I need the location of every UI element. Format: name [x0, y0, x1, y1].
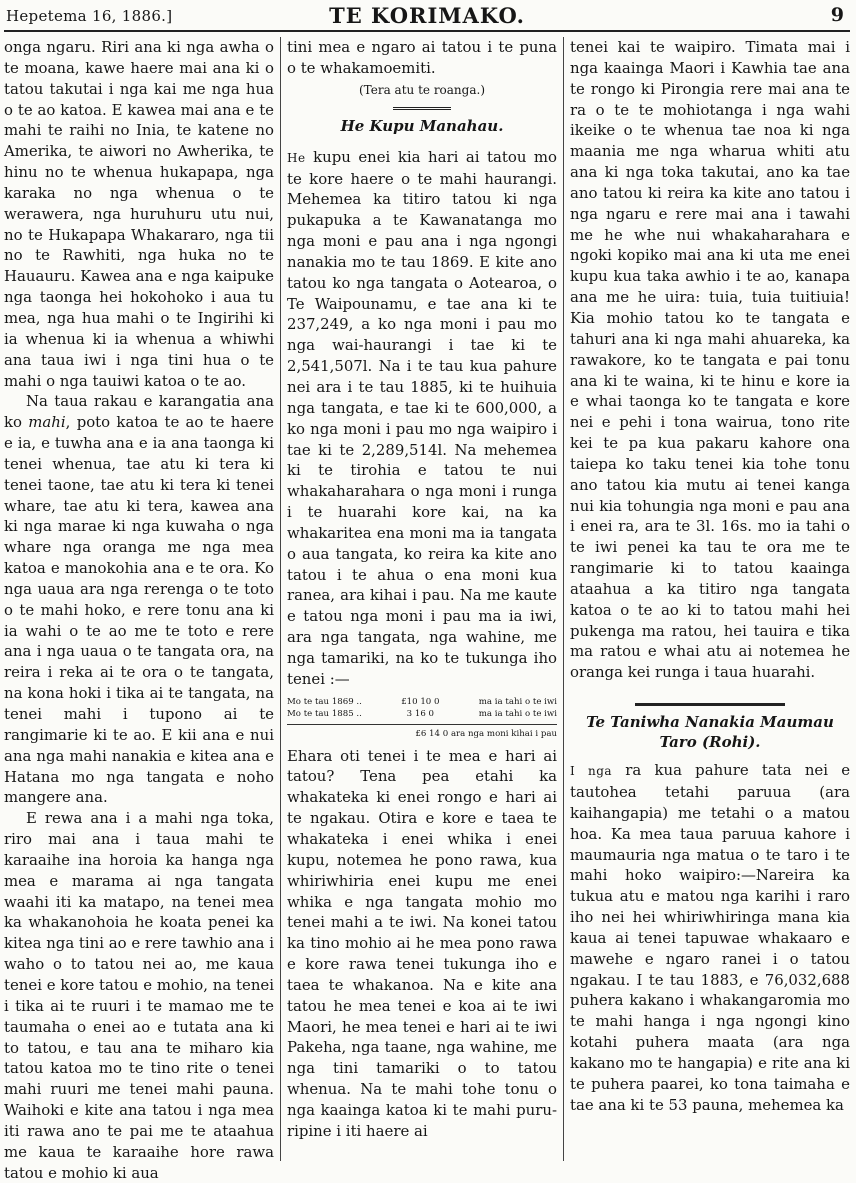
col2-paragraph-2: Ehara oti tenei i te mea e hari ai tatou? Tena pea etahi ka whakateka ki enei rongo e hari ai te ngakau. Otira e kore e taea te whakateka i enei whika i enei kupu, notemea he pono rawa, kua whiriwhiria enei kupu me enei whika e nga tangata mohio mo tenei mahi a te iwi. Na konei tatou ka tino mohio ai he mea pono rawa e kore rawa tenei tukunga iho e taea te whakanoa. Na e kite ana tatou he mea tenei e koa ai te iwi Maori, he mea tenei e hari ai te iwi Pakeha, nga taane, nga wahine, me nga tini tamariki o to tatou whenua. Na te mahi tohe tonu o nga kaainga katoa ki te mahi puru-ripine i iti haere ai	[287, 746, 557, 1140]
table-row-desc: ma ia tahi o te iwi	[478, 696, 557, 707]
column-2	[280, 37, 563, 1161]
table-row	[287, 708, 557, 720]
table-total-value: £6 14 0	[415, 728, 449, 739]
header-rule	[4, 30, 850, 32]
col2-continuation: tini mea e ngaro ai tatou i te puna o te whakamoemiti.	[287, 38, 557, 77]
column-1	[4, 37, 280, 1182]
col3-p2-smallcaps: I nga	[570, 764, 613, 779]
col2-paragraph-1	[287, 147, 557, 690]
page-header	[6, 2, 848, 28]
col2-p1-smallcaps: He	[287, 150, 306, 165]
text-columns	[4, 37, 851, 1182]
col1-p2-start: Na taua rakau e karangatia ana ko	[4, 392, 274, 432]
col1-paragraph-3: E rewa ana i a mahi nga toka, riro mai ana i taua mahi te karaaihe ina horoia ka hanga nga mea e marama ai nga tangata waahi iti ka matapo, na tenei mea ka whakanohoia he koata penei ka kitea nga tini ao e rere tawhio ana i waho o to tatou nei ao, me kaua tenei e kore tatou e mohio, na tenei i tika ai te ruuri i te mamao me te taumaha o enei ao e tutata ana ki to tatou, e tau ana te miharo kia tatou katoa mo te tino rite o tenei mahi ruuri me tenei mahi pauna. Waihoki e kite ana tatou i nga mea iti rawa ano te pai me te ataahua me kaua te karaaihe hore rawa tatou e mohio ki aua	[4, 809, 274, 1182]
table-total-desc: ara nga moni kihai i pau	[450, 728, 557, 739]
table-row-value: 3 16 0	[406, 708, 434, 719]
table-row-desc: ma ia tahi o te iwi	[478, 708, 557, 719]
page-number: 9	[830, 4, 844, 26]
table-row	[287, 696, 557, 708]
col3-p2-text: ra kua pahure tata nei e tautohea tetahi paruua (ara kaihangapia) me tetahi o a matou hoa. Ka mea taua paruua kahore i maumauria nga matua o te taro i te mahi hoko waipiro:—Nareira ka tukua atu e matou nga karihi i raro iho nei hei whiriwhiringa mana kia kaua ai tenei tapuwae whakaaro e mawehe e ngaro ranei i o tatou ngakau. I te tau 1883, e 76,032,688 puhera kakano i whakangaromia mo te mahi hanga i nga ngongi kino kotahi puhera maata (ara nga kakano mo te hangapia) e rite ana ki te puhera paarei, ko tona taimaha e tae ana ki te 53 pauna, mehemea ka	[570, 761, 851, 1114]
newspaper-title: TE KORIMAKO.	[329, 3, 525, 28]
continued-note: (Tera atu te roanga.)	[359, 82, 485, 97]
col2-p1-text: kupu enei kia hari ai tatou mo te kore haere o te mahi haurangi. Mehemea ka titiro tatou ki nga pukapuka a te Kawanatanga mo nga moni e pau ana i nga ngongi nanakia mo te tau 1869. E kite ano tatou ko nga tangata o Aotearoa, o Te Waipounamu, e tae ana ki te 237,249, a ko nga moni i pau mo nga wai-haurangi i tae ki te 2,541,507l. Na i te tau kua pahure nei ara i te tau 1885, ki te huihuia nga tangata, e tae ki te 600,000, a ko nga moni i pau mo nga waipiro i tae ki te 2,289,514l. Na mehemea ki te tirohia e tatou te nui whakaharahara o nga moni i runga i te huarahi kore kai, na ka whakaritea ena moni ma ia tangata o aua tangata, ko reira ka kite ano tatou i te ahua o ena moni kua ranea, ara kihai i pau. Na me kaute e tatou nga moni i pau ma ia iwi, ara nga tangata, nga wahine, me nga tamariki, na ko te tukunga iho tenei :—	[287, 147, 557, 688]
issue-date: Hepetema 16, 1886.]	[6, 7, 173, 25]
col3-paragraph-2	[570, 760, 850, 1115]
section-divider	[393, 107, 451, 110]
table-row-label: Mo te tau 1869 ..	[287, 696, 362, 707]
table-row-label: Mo te tau 1885 ..	[287, 708, 362, 719]
col1-paragraph-1: onga ngaru. Riri ana ki nga awha o te moana, kawe haere mai ana ki o tatou takutai i nga kai me nga hua o te ao katoa. E kawea mai ana e te mahi te raihi no Inia, te katene no Amerika, te aiwori no Awherika, te hinu no te whenua hukapapa, nga karaka no nga whenua o te werawera, nga huruhuru utu nui, no te Hukapapa Whakararo, nga tii no te Rawhiti, nga huka no te Hauauru. Kawea ana e nga kaipuke nga taonga hei hokohoko i aua tu mea, nga hua mahi o te Ingirihi ki ia whenua ki ia whenua a whiwhi ana taua iwi i nga tini hua o te mahi o nga tauiwi katoa o te ao.	[4, 38, 274, 390]
section-divider-thick	[635, 703, 785, 706]
column-3	[563, 37, 850, 1161]
col1-p2-emphasis: mahi	[28, 413, 66, 432]
col1-paragraph-2	[4, 391, 274, 808]
col1-p2-rest: , poto katoa te ao te haere e ia, e tuwha ana e ia ana taonga ki tenei whenua, tae atu ki tera ki tenei taone, tae atu ki tera ki tenei whare, tae atu ki tera, kawea ana ki nga marae ki nga kuwaha o nga whare nga oranga me nga mea katoa e manokohia ana e te ora. Ko nga uaua ara nga rerenga o te toto o te mahi hoko, e rere tonu ana ki ia wahi o te ao me te toto e rere ana i nga uaua o te tangata ora, na reira i reka ai te ora o te tangata, na kona hoki i tika ai te tangata, na tenei mahi i tupono ai te rangimarie ki te ao. E kii ana e nui ana nga mahi nanakia e kitea ana e Hatana mo nga tangata e noho mangere ana.	[4, 413, 274, 807]
table-row-value: £10 10 0	[401, 696, 440, 707]
article-heading-taniwha: Te Taniwha Nanakia Maumau Taro (Rohi).	[586, 713, 834, 752]
article-heading-kupu-manahau: He Kupu Manahau.	[340, 116, 504, 135]
expenditure-table	[287, 696, 557, 740]
col3-paragraph-1: tenei kai te waipiro. Timata mai i nga kaainga Maori i Kawhia tae ana te rongo ki Pirongia rere mai ana te ra o te te mohiotanga i nga wahi ikeike o te whenua tae noa ki nga maania me nga wharua whiti atu ana ki nga toka takutai, ano ka tae ano tatou ki reira ka kite ano tatou i nga ngaru e rere mai ana i tawahi me he whe nui whakaharahara e ngoki kopiko mai ana ki uta me enei kupu kua taka awhio i te ao, kanapa ana me he uira: tuia, tuia tuitiuia! Kia mohio tatou ko te tangata e tahuri ana ki nga mahi ahuareka, ka rawakore, ko te tangata e pai tonu ana ki te waina, ki te hinu e kore ia e whai taonga ko te tangata e kore nei e pehi i tona wairua, tono rite kei te pa kua pakaru kahore ona taiepa ko taku tenei kia tohe tonu ano tatou kia mutu ai tenei kanga nui kia tohungia nga moni e pau ana i enei ra, ara te 3l. 16s. mo ia tahi o te iwi penei ka tau te ora me te rangimarie ki to tatou kaainga ataahua a ka titiro nga tangata katoa o te ao ki to tatou mahi hei pukenga ma ratou, hei tauira e tika ma ratou e whai atu ai notemea he oranga kei runga i taua huarahi.	[570, 38, 850, 682]
table-total	[287, 724, 557, 740]
